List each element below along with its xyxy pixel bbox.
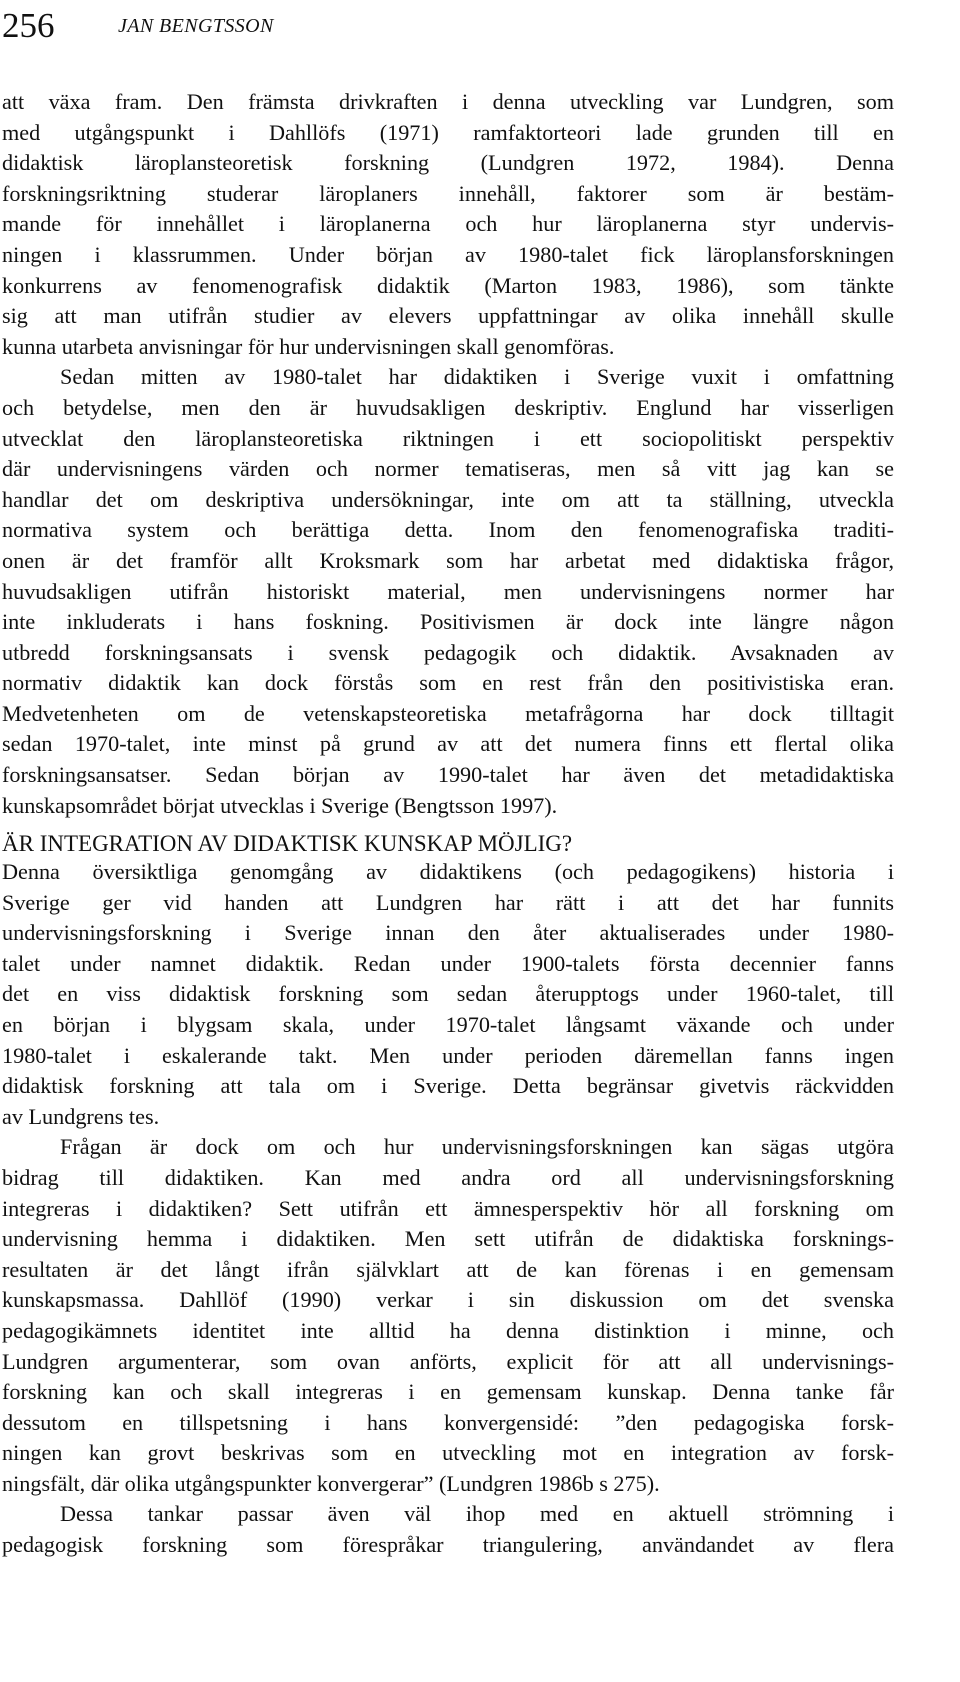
running-title: JAN BENGTSSON (118, 15, 274, 37)
text-line: det en viss didaktisk forskning som sedan återupptogs under 1960-talet, till (2, 981, 894, 1007)
text-line: inte inkluderats i hans foskning. Positivismen är dock inte längre någon (2, 609, 894, 635)
text-line: av Lundgrens tes. (2, 1103, 160, 1129)
text-line: bidrag till didaktiken. Kan med andra ord all undervisningsforskning (2, 1164, 894, 1190)
text-line: forskningsriktning studerar läroplaners innehåll, faktorer som är bestäm- (2, 180, 894, 206)
text-line: normativ didaktik kan dock förstås som en rest från den positivistiska eran. (2, 670, 894, 696)
text-line: utvecklat den läroplansteoretiska riktningen i ett sociopolitiskt perspektiv (2, 425, 894, 451)
text-line: Denna översiktliga genomgång av didaktikens (och pedagogikens) historia i (2, 859, 894, 884)
text-line: forskning kan och skall integreras i en gemensam kunskap. Denna tanke får (2, 1379, 894, 1405)
text-line: och betydelse, men den är huvudsakligen deskriptiv. Englund har visserligen (2, 394, 894, 420)
text-line: mande för innehållet i läroplanerna och hur läroplanerna styr undervis- (2, 211, 894, 237)
text-line: kunna utarbeta anvisningar för hur undervisningen skall genomföras. (2, 333, 615, 359)
text-line: Medvetenheten om de vetenskapsteoretiska metafrågorna har dock tilltagit (2, 700, 894, 726)
text-line: didaktisk forskning att tala om i Sverige. Detta begränsar givetvis räckvidden (2, 1073, 894, 1099)
text-line: Lundgren argumenterar, som ovan anförts, explicit för att all undervisnings- (2, 1348, 894, 1374)
page-number: 256 (2, 6, 55, 45)
running-header (2, 6, 942, 46)
text-line: dessutom en tillspetsning i hans konvergensidé: ”den pedagogiska forsk- (2, 1409, 894, 1435)
section-heading: ÄR INTEGRATION AV DIDAKTISK KUNSKAP MÖJLIG? (2, 831, 573, 856)
text-line: sedan 1970-talet, inte minst på grund av att det numera finns ett flertal olika (2, 731, 894, 757)
text-line: Sverige ger vid handen att Lundgren har rätt i att det har funnits (2, 889, 894, 915)
text-line: ningsfält, där olika utgångspunkter konvergerar” (Lundgren 1986b s 275). (2, 1470, 660, 1496)
text-line: 1980-talet i eskalerande takt. Men under perioden däremellan fanns ingen (2, 1042, 894, 1068)
text-line: pedagogikämnets identitet inte alltid ha denna distinktion i minne, och (2, 1317, 894, 1343)
text-line: Sedan mitten av 1980-talet har didaktiken i Sverige vuxit i omfattning (60, 364, 894, 390)
text-line: pedagogisk forskning som förespråkar triangulering, användandet av flera (2, 1532, 894, 1558)
text-line: ningen kan grovt beskrivas som en utveckling mot en integration av forsk- (2, 1440, 894, 1466)
text-line: där undervisningens värden och normer tematiseras, men så vitt jag kan se (2, 456, 894, 482)
text-line: undervisning hemma i didaktiken. Men sett utifrån de didaktiska forsknings- (2, 1226, 894, 1252)
text-line: huvudsakligen utifrån historiskt material, men undervisningens normer har (2, 578, 894, 604)
text-line: konkurrens av fenomenografisk didaktik (Marton 1983, 1986), som tänkte (2, 272, 894, 298)
text-line: resultaten är det långt ifrån självklart att de kan förenas i en gemensam (2, 1256, 894, 1282)
text-line: forskningsansatser. Sedan början av 1990-talet har även det metadidaktiska (2, 762, 894, 788)
text-line: kunskapsmassa. Dahllöf (1990) verkar i sin diskussion om det svenska (2, 1287, 894, 1313)
text-line: en början i blygsam skala, under 1970-talet långsamt växande och under (2, 1011, 894, 1037)
text-line: didaktisk läroplansteoretisk forskning (Lundgren 1972, 1984). Denna (2, 150, 894, 176)
text-line: att växa fram. Den främsta drivkraften i denna utveckling var Lundgren, som (2, 89, 894, 114)
text-line: med utgångspunkt i Dahllöfs (1971) ramfaktorteori lade grunden till en (2, 119, 894, 145)
text-line: talet under namnet didaktik. Redan under 1900-talets första decennier fanns (2, 950, 894, 976)
text-line: sig att man utifrån studier av elevers uppfattningar av olika innehåll skulle (2, 303, 894, 329)
text-line: undervisningsforskning i Sverige innan den åter aktualiserades under 1980- (2, 920, 894, 946)
text-line: handlar det om deskriptiva undersökningar, inte om att ta ställning, utveckla (2, 486, 894, 512)
body-text-section-1 (2, 87, 894, 821)
text-line: Frågan är dock om och hur undervisningsforskningen kan sägas utgöra (60, 1134, 894, 1160)
text-line: integreras i didaktiken? Sett utifrån ett ämnesperspektiv hör all forskning om (2, 1195, 894, 1221)
text-line: Dessa tankar passar även väl ihop med en aktuell strömning i (60, 1501, 894, 1527)
body-text-section-2 (2, 857, 894, 1561)
text-line: utbredd forskningsansats i svensk pedagogik och didaktik. Avsaknaden av (2, 639, 894, 665)
text-line: normativa system och berättiga detta. Inom den fenomenografiska traditi- (2, 517, 894, 543)
text-line: kunskapsområdet börjat utvecklas i Sverige (Bengtsson 1997). (2, 792, 558, 818)
text-line: onen är det framför allt Kroksmark som har arbetat med didaktiska frågor, (2, 547, 894, 573)
text-line: ningen i klassrummen. Under början av 1980-talet fick läroplansforskningen (2, 241, 894, 267)
